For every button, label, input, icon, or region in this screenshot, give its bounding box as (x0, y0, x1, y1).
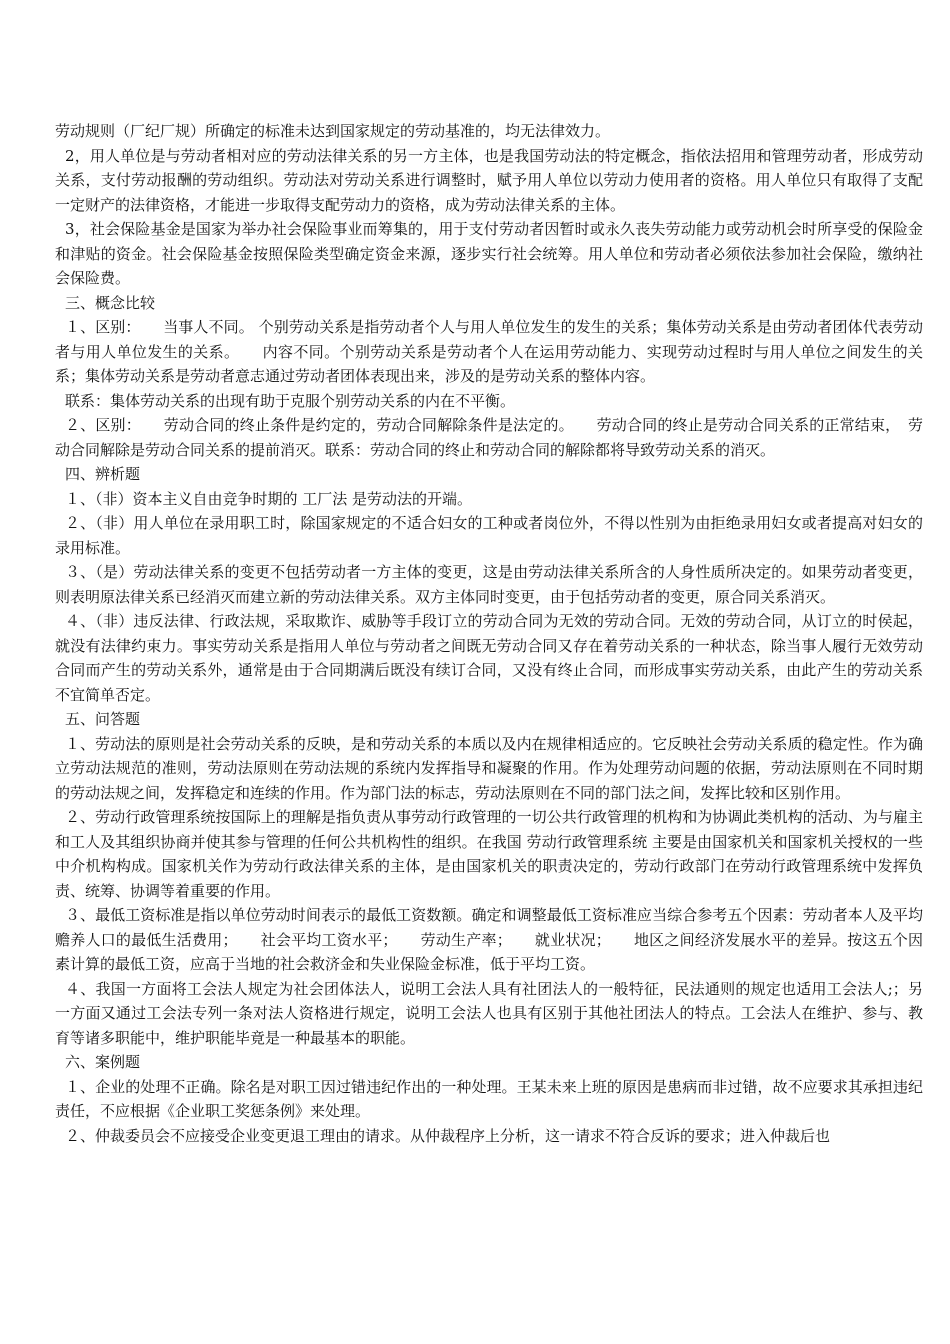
paragraph-comparison-1: １、区别： 当事人不同。 个别劳动关系是指劳动者个人与用人单位发生的发生的关系；集体劳动关系是由劳动者团体代表劳动者与用人单位发生的关系。 内容不同。个别劳动关系是劳动者个人在运用劳动能力、实现劳动过程时与用人单位之间发生的关系；集体劳动关系是劳动者意志通过劳动者团体表现出来，涉及的是劳动关系的整体内容。 (55, 318, 923, 385)
paragraph-employer-definition: 2，用人单位是与劳动者相对应的劳动法律关系的另一方主体，也是我国劳动法的特定概念，指依法招用和管理劳动者，形成劳动关系，支付劳动报酬的劳动组织。劳动法对劳动关系进行调整时，赋予用人单位以劳动力使用者的资格。用人单位只有取得了支配一定财产的法律资格，才能进一步取得支配劳动力的资格，成为劳动法律关系的主体。 (55, 146, 923, 214)
paragraph-qa-1: １、劳动法的原则是社会劳动关系的反映，是和劳动关系的本质以及内在规律相适应的。它反映社会劳动关系质的稳定性。作为确立劳动法规范的准则，劳动法原则在劳动法规的系统内发挥指导和凝聚的作用。作为处理劳动问题的依据，劳动法原则在不同时期的劳动法规之间，发挥稳定和连续的作用。作为部门法的标志，劳动法原则在不同的部门法之间，发挥比较和区别作用。 (55, 734, 923, 802)
paragraph-qa-3: ３、最低工资标准是指以单位劳动时间表示的最低工资数额。确定和调整最低工资标准应当综合参考五个因素：劳动者本人及平均赡养人口的最低生活费用； 社会平均工资水平； 劳动生产率； 就业状况； 地区之间经济发展水平的差异。按这五个因素计算的最低工资，应高于当地的社会救济金和失业保险金标准，低于平均工资。 (55, 906, 923, 973)
paragraph-qa-2: ２、劳动行政管理系统按国际上的理解是指负责从事劳动行政管理的一切公共行政管理的机构和为协调此类机构的活动、为与雇主和工人及其组织协商并使其参与管理的任何公共机构性的组织。在我国 劳动行政管理系统 主要是由国家机关和国家机关授权的一些中介机构构成。国家机关作为劳动行政法律关系的主体，是由国家机关的职责决定的，劳动行政部门在劳动行政管理系统中发挥负责、统筹、协调等着重要的作用。 (55, 808, 923, 900)
paragraph-comparison-2: ２、区别： 劳动合同的终止条件是约定的，劳动合同解除条件是法定的。 劳动合同的终止是劳动合同关系的正常结束， 劳动合同解除是劳动合同关系的提前消灭。联系：劳动合同的终止和劳动合同的解除都将导致劳动关系的消灭。 (55, 416, 923, 459)
paragraph-analysis-2: ２、（非）用人单位在录用职工时，除国家规定的不适合妇女的工种或者岗位外，不得以性别为由拒绝录用妇女或者提高对妇女的录用标准。 (55, 514, 923, 557)
section-heading-concept-comparison: 三、概念比较 (65, 293, 156, 312)
paragraph-analysis-4: ４、（非）违反法律、行政法规，采取欺诈、威胁等手段订立的劳动合同为无效的劳动合同。无效的劳动合同，从订立的时侯起，就没有法律约束力。事实劳动关系是指用人单位与劳动者之间既无劳动合同又存在着劳动关系的一种状态，除当事人履行无效劳动合同而产生的劳动关系外，通常是由于合同期满后既没有续订合同，又没有终止合同，而形成事实劳动关系，由此产生的劳动关系不宜简单否定。 (55, 612, 923, 704)
paragraph-qa-4: ４、我国一方面将工会法人规定为社会团体法人，说明工会法人具有社团法人的一般特征，民法通则的规定也适用工会法人;；另一方面又通过工会法专列一条对法人资格进行规定，说明工会法人也具有区别于其他社团法人的特点。工会法人在维护、参与、教育等诸多职能中，维护职能毕竟是一种最基本的职能。 (55, 979, 923, 1047)
paragraph-case-1: １、企业的处理不正确。除名是对职工因过错违纪作出的一种处理。王某未来上班的原因是患病而非过错，故不应要求其承担违纪责任，不应根据《企业职工奖惩条例》来处理。 (55, 1077, 923, 1120)
document-body (55, 119, 923, 1148)
paragraph-social-insurance-fund: 3，社会保险基金是国家为举办社会保险事业而筹集的，用于支付劳动者因暂时或永久丧失劳动能力或劳动机会时所享受的保险金和津贴的资金。社会保险基金按照保险类型确定资金来源，逐步实行社会统筹。用人单位和劳动者必须依法参加社会保险，缴纳社会保险费。 (55, 220, 923, 287)
paragraph-continued: 劳动规则（厂纪厂规）所确定的标准未达到国家规定的劳动基准的，均无法律效力。 (55, 122, 611, 140)
paragraph-comparison-1-relation: 联系：集体劳动关系的出现有助于克服个别劳动关系的内在不平衡。 (65, 391, 516, 410)
section-heading-analysis: 四、辨析题 (65, 465, 141, 483)
section-heading-cases: 六、案例题 (65, 1053, 141, 1071)
section-heading-qa: 五、问答题 (65, 710, 141, 728)
paragraph-analysis-1: １、（非）资本主义自由竞争时期的 工厂法 是劳动法的开端。 (65, 489, 473, 508)
paragraph-analysis-3: ３、（是）劳动法律关系的变更不包括劳动者一方主体的变更，这是由劳动法律关系所含的人身性质所决定的。如果劳动者变更，则表明原法律关系已经消灭而建立新的劳动法律关系。双方主体同时变更，由于包括劳动者的变更，原合同关系消灭。 (55, 563, 923, 606)
paragraph-case-2: ２、仲裁委员会不应接受企业变更退工理由的请求。从仲裁程序上分析，这一请求不符合反诉的要求；进入仲裁后也 (65, 1126, 831, 1145)
